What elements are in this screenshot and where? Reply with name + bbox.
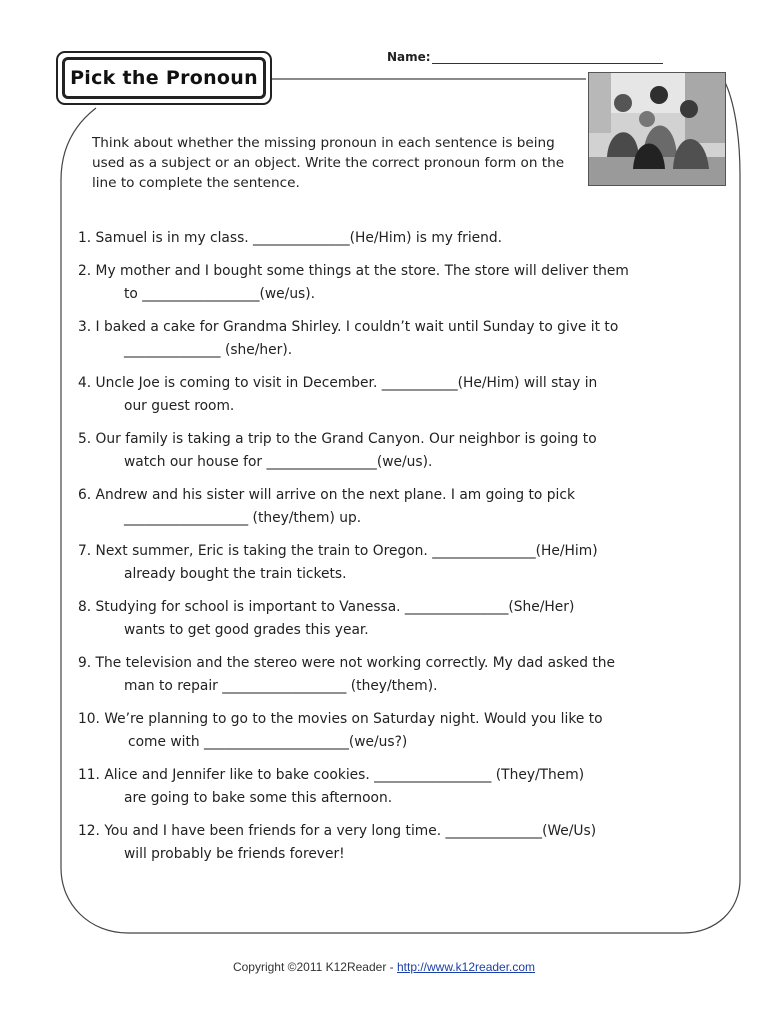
question-8 (78, 596, 718, 641)
question-list (78, 227, 718, 876)
question-text: 4. Uncle Joe is coming to visit in December. ___________(He/Him) will stay in (78, 375, 598, 392)
question-text: 12. You and I have been friends for a very long time. ______________(We/Us) (78, 823, 597, 840)
question-text-continued: to _________________(we/us). (124, 285, 316, 302)
question-text: 11. Alice and Jennifer like to bake cookies. _________________ (They/Them) (78, 767, 585, 784)
question-text-continued: are going to bake some this afternoon. (124, 789, 393, 806)
question-6 (78, 484, 718, 529)
family-photo-icon (588, 72, 726, 186)
question-12 (78, 820, 718, 865)
question-5 (78, 428, 718, 473)
question-text-continued: our guest room. (124, 397, 235, 414)
copyright-text: Copyright ©2011 K12Reader - (232, 960, 397, 974)
question-text: 9. The television and the stereo were not working correctly. My dad asked the (78, 655, 615, 672)
question-text: 6. Andrew and his sister will arrive on the next plane. I am going to pick (78, 487, 575, 504)
question-text-continued: __________________ (they/them) up. (124, 509, 362, 526)
question-text-continued: come with _____________________(we/us?) (128, 733, 408, 750)
question-3 (78, 316, 718, 361)
question-2 (78, 260, 718, 305)
question-7 (78, 540, 718, 585)
question-text-continued: ______________ (she/her). (124, 341, 293, 358)
question-1 (78, 227, 718, 250)
instructions: Think about whether the missing pronoun in each sentence is being used as a subject or an object. Write the correct pronoun form on the line to complete the sentence. (92, 135, 565, 191)
question-text: 3. I baked a cake for Grandma Shirley. I couldn’t wait until Sunday to give it to (78, 319, 619, 336)
question-text-continued: watch our house for ________________(we/us). (124, 453, 433, 470)
question-11 (78, 764, 718, 809)
question-text: 5. Our family is taking a trip to the Grand Canyon. Our neighbor is going to (78, 431, 597, 448)
question-10 (78, 708, 718, 753)
question-text-continued: already bought the train tickets. (124, 565, 347, 582)
question-text-continued: will probably be friends forever! (124, 845, 345, 862)
k12reader-link[interactable]: http://www.k12reader.com (396, 960, 536, 974)
page-title: Pick the Pronoun (62, 57, 266, 99)
question-text: 1. Samuel is in my class. ______________(He/Him) is my friend. (78, 230, 503, 246)
name-label: Name: (387, 50, 431, 64)
footer (0, 960, 768, 974)
question-text: 2. My mother and I bought some things at the store. The store will deliver them (78, 263, 629, 280)
name-field[interactable] (432, 63, 663, 64)
question-text: 8. Studying for school is important to Vanessa. _______________(She/Her) (78, 599, 575, 616)
question-text-continued: wants to get good grades this year. (124, 621, 369, 638)
question-text-continued: man to repair __________________ (they/them). (124, 677, 438, 694)
question-text: 7. Next summer, Eric is taking the train to Oregon. _______________(He/Him) (78, 543, 598, 560)
question-text: 10. We’re planning to go to the movies on Saturday night. Would you like to (78, 711, 603, 728)
question-9 (78, 652, 718, 697)
title-badge (56, 51, 272, 105)
question-4 (78, 372, 718, 417)
